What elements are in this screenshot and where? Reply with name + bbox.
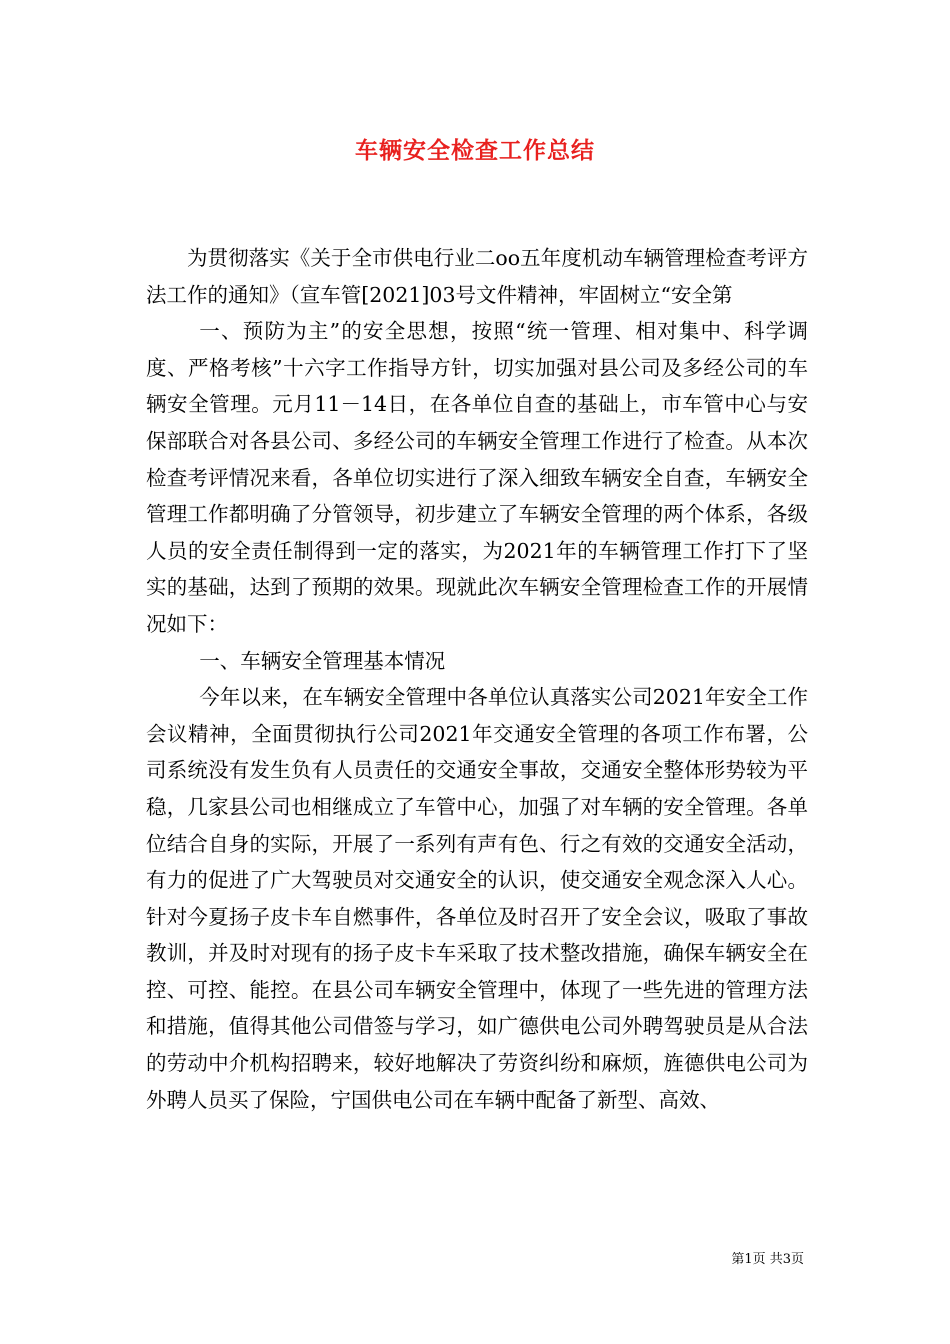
document-title: 车辆安全检查工作总结 bbox=[355, 138, 595, 164]
paragraph-intro: 为贯彻落实《关于全市供电行业二oo五年度机动车辆管理检查考评方法工作的通知》（宣车管[2021]03号文件精神，牢固树立“安全第 bbox=[146, 246, 808, 307]
document-body bbox=[146, 240, 808, 1118]
paragraph-basic-situation: 今年以来，在车辆安全管理中各单位认真落实公司2021年安全工作会议精神，全面贯彻执行公司2021年交通安全管理的各项工作布署，公司系统没有发生负有人员责任的交通安全事故，交通安全整体形势较为平稳，几家县公司也相继成立了车管中心，加强了对车辆的安全管理。各单位结合自身的实际，开展了一系列有声有色、行之有效的交通安全活动，有力的促进了广大驾驶员对交通安全的认识，使交通安全观念深入人心。针对今夏扬子皮卡车自燃事件，各单位及时召开了安全会议，吸取了事故教训，并及时对现有的扬子皮卡车采取了技术整改措施，确保车辆安全在控、可控、能控。在县公司车辆安全管理中，体现了一些先进的管理方法和措施，值得其他公司借签与学习，如广德供电公司外聘驾驶员是从合法的劳动中介机构招聘来，较好地解决了劳资纠纷和麻烦，旌德供电公司为外聘人员买了保险，宁国供电公司在车辆中配备了新型、高效、 bbox=[146, 685, 808, 1112]
page-number-footer: 第1页 共3页 bbox=[731, 1252, 804, 1267]
paragraph-guideline: 一、预防为主”的安全思想，按照“统一管理、相对集中、科学调度、严格考核”十六字工作指导方针，切实加强对县公司及多经公司的车辆安全管理。元月11－14日，在各单位自查的基础上，市车管中心与安保部联合对各县公司、多经公司的车辆安全管理工作进行了检查。从本次检查考评情况来看，各单位切实进行了深入细致车辆安全自查，车辆安全管理工作都明确了分管领导，初步建立了车辆安全管理的两个体系，各级人员的安全责任制得到一定的落实，为2021年的车辆管理工作打下了坚实的基础，达到了预期的效果。现就此次车辆安全管理检查工作的开展情况如下： bbox=[146, 319, 808, 636]
section-heading-basic-situation: 一、车辆安全管理基本情况 bbox=[199, 648, 446, 673]
